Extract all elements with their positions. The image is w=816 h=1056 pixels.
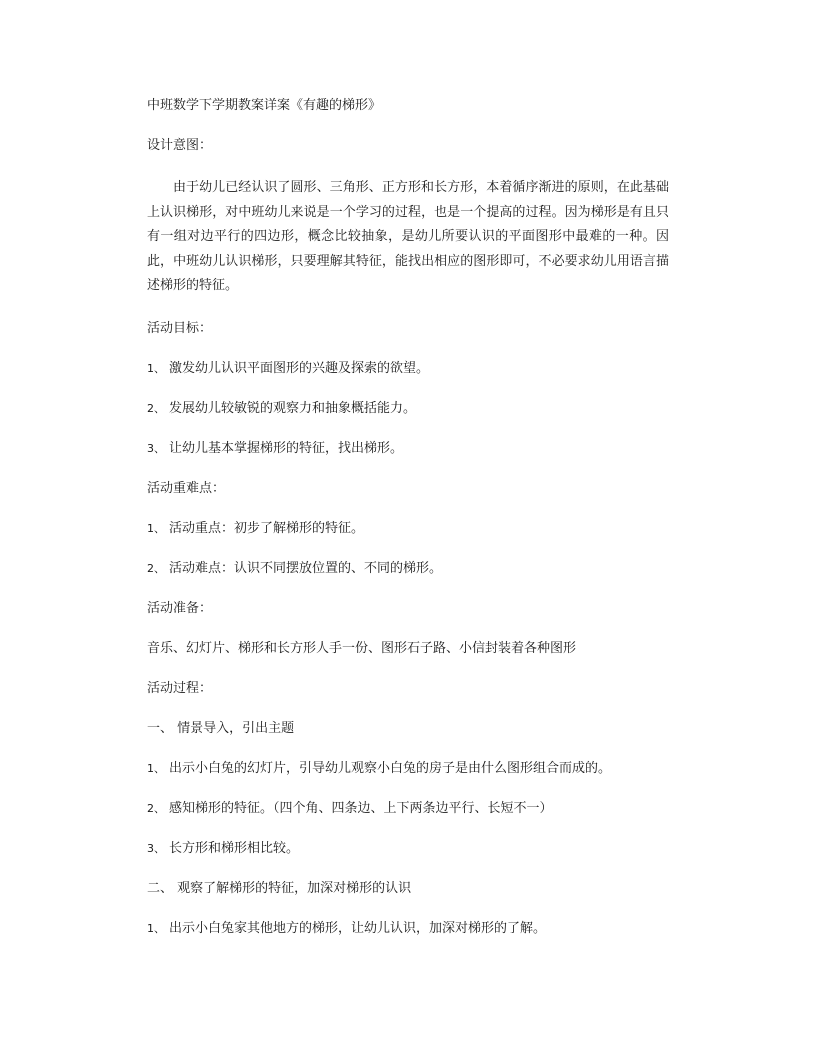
goal-text: 让幼儿基本掌握梯形的特征，找出梯形。 [169,440,404,456]
goals-heading: 活动目标： [147,320,213,336]
goal-item [147,399,669,419]
step-number: 1、 [147,761,165,775]
key-point-text: 活动难点：认识不同摆放位置的、不同的梯形。 [169,560,443,576]
goal-item [147,439,669,459]
step-text: 长方形和梯形相比较。 [169,840,300,856]
step-text: 感知梯形的特征。（四个角、四条边、上下两条边平行、长短不一） [169,800,553,816]
step-number: 2、 [147,801,165,815]
document-title: 中班数学下学期教案详案《有趣的梯形》 [147,98,382,113]
goal-number: 1、 [147,361,165,375]
step-number: 1、 [147,921,165,935]
preparation-body: 音乐、幻灯片、梯形和长方形人手一份、图形石子路、小信封装着各种图形 [147,640,577,656]
goal-item [147,359,669,379]
process-step [147,759,669,779]
key-point-item [147,559,669,579]
goal-text: 激发幼儿认识平面图形的兴趣及探索的欲望。 [169,360,430,376]
step-number: 3、 [147,841,165,855]
goal-text: 发展幼儿较敏锐的观察力和抽象概括能力。 [169,400,417,416]
process-step [147,799,669,819]
preparation-heading: 活动准备： [147,600,213,616]
goal-number: 3、 [147,441,165,455]
process-section-title: 二、 观察了解梯形的特征，加深对梯形的认识 [147,880,412,896]
document-content [147,96,669,939]
process-section-title: 一、 情景导入，引出主题 [147,720,295,736]
process-step [147,839,669,859]
step-text: 出示小白兔的幻灯片，引导幼儿观察小白兔的房子是由什么图形组合而成的。 [169,760,612,776]
step-text: 出示小白兔家其他地方的梯形，让幼儿认识，加深对梯形的了解。 [169,920,547,936]
key-point-text: 活动重点：初步了解梯形的特征。 [169,520,365,536]
process-step [147,919,669,939]
key-point-item [147,519,669,539]
key-points-heading: 活动重难点： [147,480,226,496]
process-heading: 活动过程： [147,680,213,696]
goal-number: 2、 [147,401,165,415]
design-intent-body: 由于幼儿已经认识了圆形、三角形、正方形和长方形，本着循序渐进的原则，在此基础上认识梯形，对中班幼儿来说是一个学习的过程，也是一个提高的过程。因为梯形是有且只有一组对边平行的四边形，概念比较抽象，是幼儿所要认识的平面图形中最难的一种。因此，中班幼儿认识梯形，只要理解其特征，能找出相应的图形即可，不必要求幼儿用语言描述梯形的特征。 [147,180,669,293]
design-intent-heading: 设计意图： [147,138,213,153]
key-point-number: 1、 [147,521,165,535]
key-point-number: 2、 [147,561,165,575]
